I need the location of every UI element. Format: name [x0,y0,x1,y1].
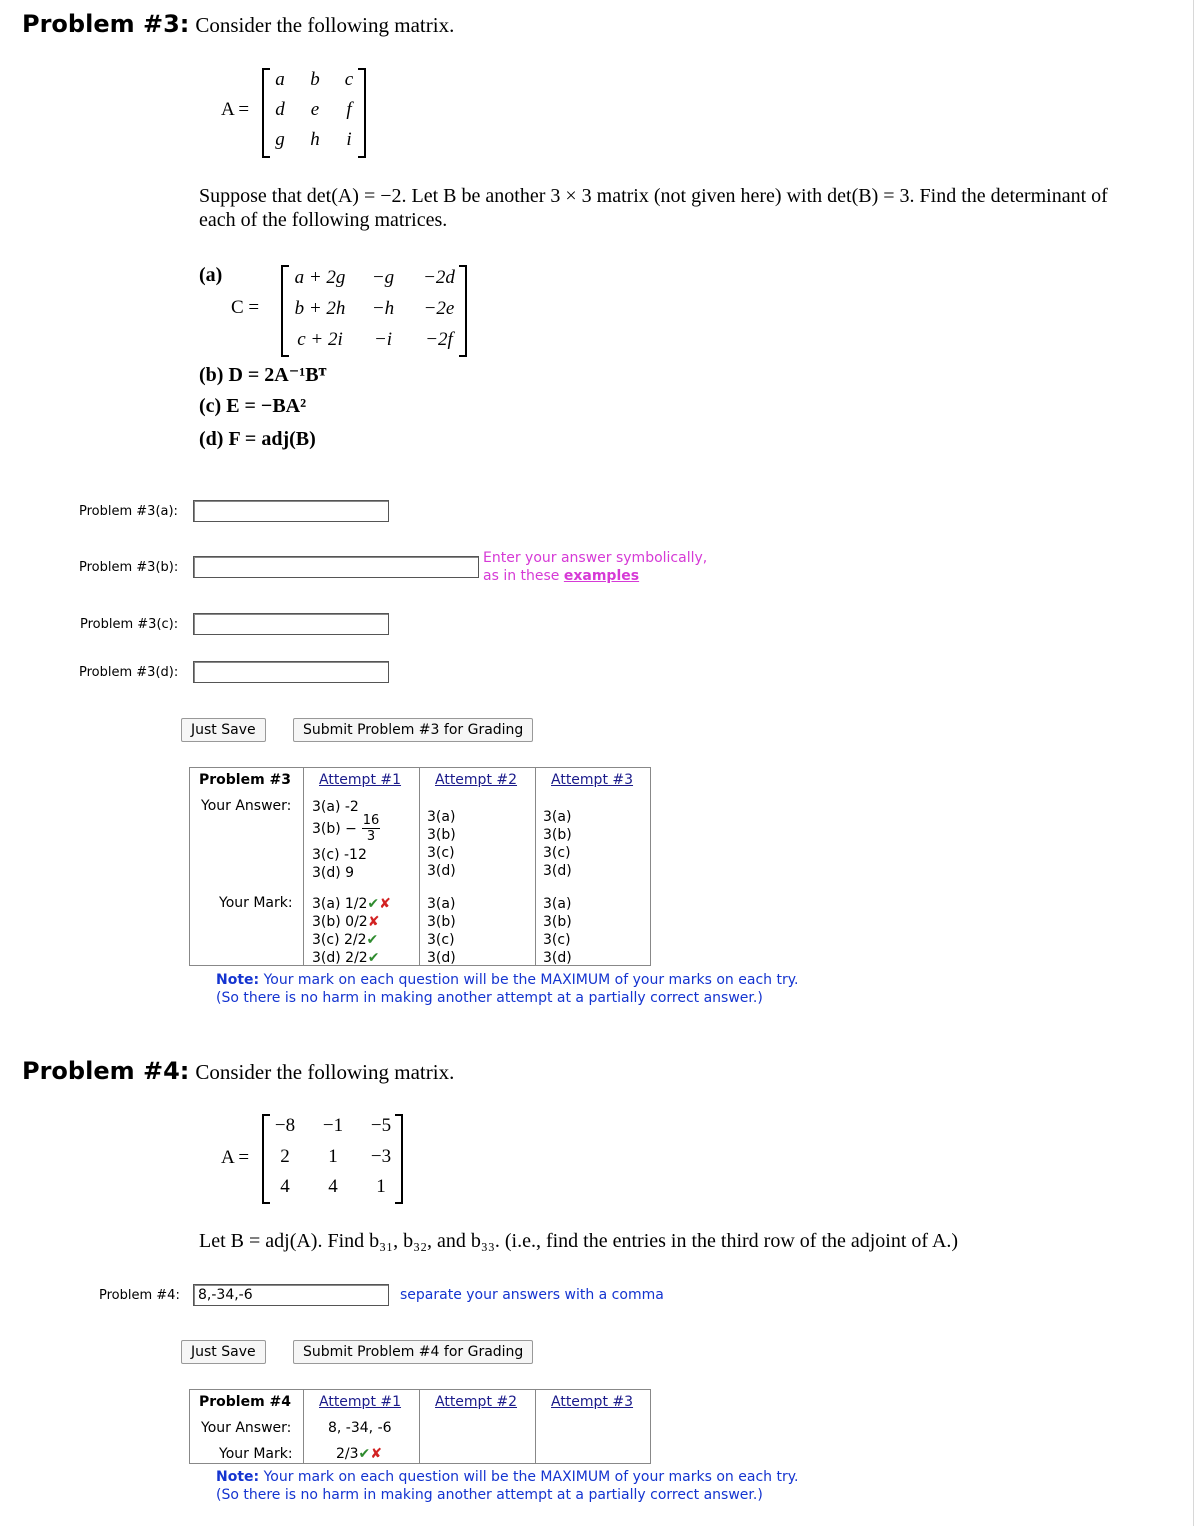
mark-line: 3(b) [543,914,572,930]
matrix-cell: −3 [370,1146,392,1167]
answer-line: 3(a) [427,809,456,825]
page-right-border [1193,0,1194,1526]
matrix-cell: c [344,69,354,90]
matrix-cell: −5 [370,1115,392,1136]
attempt-2-link[interactable]: Attempt #2 [435,1394,518,1410]
hint-line2: as in these [483,568,560,584]
mark-line: 3(c) 2/2 [312,932,367,948]
problem3-statement-line2: each of the following matrices. [199,209,448,231]
input-label-3c: Problem #3(c): [80,617,179,632]
answer-line: 3(d) 9 [312,865,355,881]
matrix-cell: i [346,129,352,150]
attempt3-marks [543,895,572,967]
cross-icon: ✘ [367,914,380,930]
problem4-heading [22,1057,454,1085]
answer-line: 3(a) -2 [312,799,359,815]
attempt-1-link[interactable]: Attempt #1 [319,1394,402,1410]
results-table-4 [189,1389,651,1464]
problem3-intro: Consider the following matrix. [195,13,455,37]
mark-line: 3(d) 2/2 [312,950,368,966]
note-text-line2: (So there is no harm in making another attempt at a partially correct answer.) [216,1487,763,1503]
note-text: Your mark on each question will be the MAXIMUM of your marks on each try. [263,972,799,988]
note-text: Your mark on each question will be the MAXIMUM of your marks on each try. [263,1469,799,1485]
matrix-cell: 1 [376,1176,386,1197]
matrix-a-label: A = [221,99,250,120]
mark-line: 3(d) [427,950,456,966]
part-c: (c) E = −BA² [199,395,307,417]
cross-icon: ✘ [370,1446,382,1462]
attempt2-answers [427,808,456,880]
attempt1-mark [336,1446,382,1462]
mark-line: 3(c) [543,932,571,948]
answer-line-fraction [312,813,380,846]
matrix-cell: −h [371,298,395,319]
answer-line: 3(b) [543,827,572,843]
matrix-cell: c + 2i [297,329,343,350]
just-save-button-3[interactable]: Just Save [181,718,266,742]
problem4-title: Problem #4: [22,1057,190,1085]
part-b: (b) D = 2A⁻¹Bᵀ [199,364,327,386]
attempt-2-link[interactable]: Attempt #2 [435,772,518,788]
attempt1-answer: 8, -34, -6 [328,1420,392,1436]
your-answer-label: Your Answer: [201,798,292,814]
matrix-c-label: C = [231,297,260,318]
column-divider [419,768,420,965]
matrix-cell: −g [371,267,395,288]
column-divider [535,1390,536,1463]
answer-input-3a[interactable] [193,500,389,522]
cross-icon: ✘ [379,896,391,912]
answer-input-3d[interactable] [193,661,389,683]
mark-line: 3(a) [427,896,456,912]
attempt2-marks [427,895,456,967]
note-bold: Note: [216,972,260,988]
mark-line: 3(a) 1/2 [312,896,368,912]
mark-line: 3(a) [543,896,572,912]
check-icon: ✔ [366,932,379,948]
input-label-3a: Problem #3(a): [79,504,178,519]
your-mark-label: Your Mark: [219,1446,293,1462]
symbolic-hint [483,549,707,585]
attempt-3-link[interactable]: Attempt #3 [551,772,634,788]
answer-line: 3(c) [543,845,571,861]
input-label-3b: Problem #3(b): [79,560,179,575]
answer-line: 3(c) [427,845,455,861]
submit-button-4[interactable]: Submit Problem #4 for Grading [293,1340,533,1364]
column-divider [303,768,304,965]
matrix-left-bracket [262,68,270,158]
matrix-right-bracket [358,68,366,158]
matrix-cell: 4 [280,1176,290,1197]
your-mark-label: Your Mark: [219,895,293,911]
matrix-cell: g [275,129,285,150]
mark-line: 3(b) [427,914,456,930]
check-icon: ✔ [367,896,380,912]
matrix-cell: h [310,129,320,150]
matrix-cell: a [275,69,285,90]
part-a-label: (a) [199,264,223,286]
check-icon: ✔ [367,950,380,966]
matrix-cell: −2e [423,298,455,319]
part-d: (d) F = adj(B) [199,428,316,450]
answer-line: 3(d) [427,863,456,879]
column-divider [535,768,536,965]
matrix-cell: −i [373,329,393,350]
attempt1-marks [312,895,391,967]
attempt-3-link[interactable]: Attempt #3 [551,1394,634,1410]
mark-line: 3(c) [427,932,455,948]
answer-line: 3(d) [543,863,572,879]
matrix-cell: 4 [328,1176,338,1197]
problem3-heading [22,10,454,38]
matrix-cell: b [310,69,320,90]
mark-line: 3(b) 0/2 [312,914,368,930]
problem3-title: Problem #3: [22,10,190,38]
answer-line: 3(b) − [312,821,357,837]
matrix-a-label: A = [221,1147,250,1168]
matrix-cell: a + 2g [294,267,346,288]
matrix-cell: e [310,99,320,120]
note-text-line2: (So there is no harm in making another attempt at a partially correct answer.) [216,990,763,1006]
note-bold: Note: [216,1469,260,1485]
attempt1-answers [312,798,380,882]
matrix-cell: b + 2h [294,298,346,319]
hint-line1: Enter your answer symbolically, [483,550,708,566]
answer-line: 3(c) -12 [312,847,367,863]
input-label-4: Problem #4: [99,1288,180,1303]
matrix-cell: 2 [280,1146,290,1167]
problem4-statement: Let B = adj(A). Find b₃₁, b₃₂, and b₃₃. (i.e., find the entries in the third row of the adjoint of A.) [199,1230,959,1252]
answer-line: 3(a) [543,809,572,825]
mark-line: 2/3 [336,1446,359,1462]
your-answer-label: Your Answer: [201,1420,292,1436]
matrix-cell: f [346,99,352,120]
input-label-3d: Problem #3(d): [79,665,179,680]
results-header: Problem #4 [199,1394,292,1410]
examples-link[interactable]: examples [563,568,640,584]
attempt-1-link[interactable]: Attempt #1 [319,772,402,788]
matrix-cell: −2f [425,329,453,350]
results-note-4 [216,1468,798,1504]
results-table-3 [189,767,651,966]
mark-line: 3(d) [543,950,572,966]
answer-line: 3(b) [427,827,456,843]
answer-input-3b[interactable] [193,556,479,578]
problem4-intro: Consider the following matrix. [195,1060,455,1084]
results-header: Problem #3 [199,772,292,788]
attempt3-answers [543,808,572,880]
column-divider [303,1390,304,1463]
check-icon: ✔ [358,1446,371,1462]
matrix-cell: −1 [322,1115,344,1136]
matrix-cell: −8 [274,1115,296,1136]
matrix-cell: d [275,99,285,120]
matrix-cell: −2d [423,267,455,288]
column-divider [419,1390,420,1463]
problem3-statement-line1: Suppose that det(A) = −2. Let B be another 3 × 3 matrix (not given here) with det(B) = 3. Find the determinant of [199,185,1108,207]
answer-input-4[interactable] [193,1284,389,1306]
results-note-3 [216,971,798,1007]
fraction-denominator: 3 [366,829,376,844]
submit-button-3[interactable]: Submit Problem #3 for Grading [293,718,533,742]
answer-input-3c[interactable] [193,613,389,635]
matrix-cell: 1 [328,1146,338,1167]
comma-hint: separate your answers with a comma [400,1287,664,1303]
fraction-numerator: 16 [362,813,380,828]
matrix-right-bracket [395,1114,403,1204]
just-save-button-4[interactable]: Just Save [181,1340,266,1364]
matrix-left-bracket [262,1114,270,1204]
